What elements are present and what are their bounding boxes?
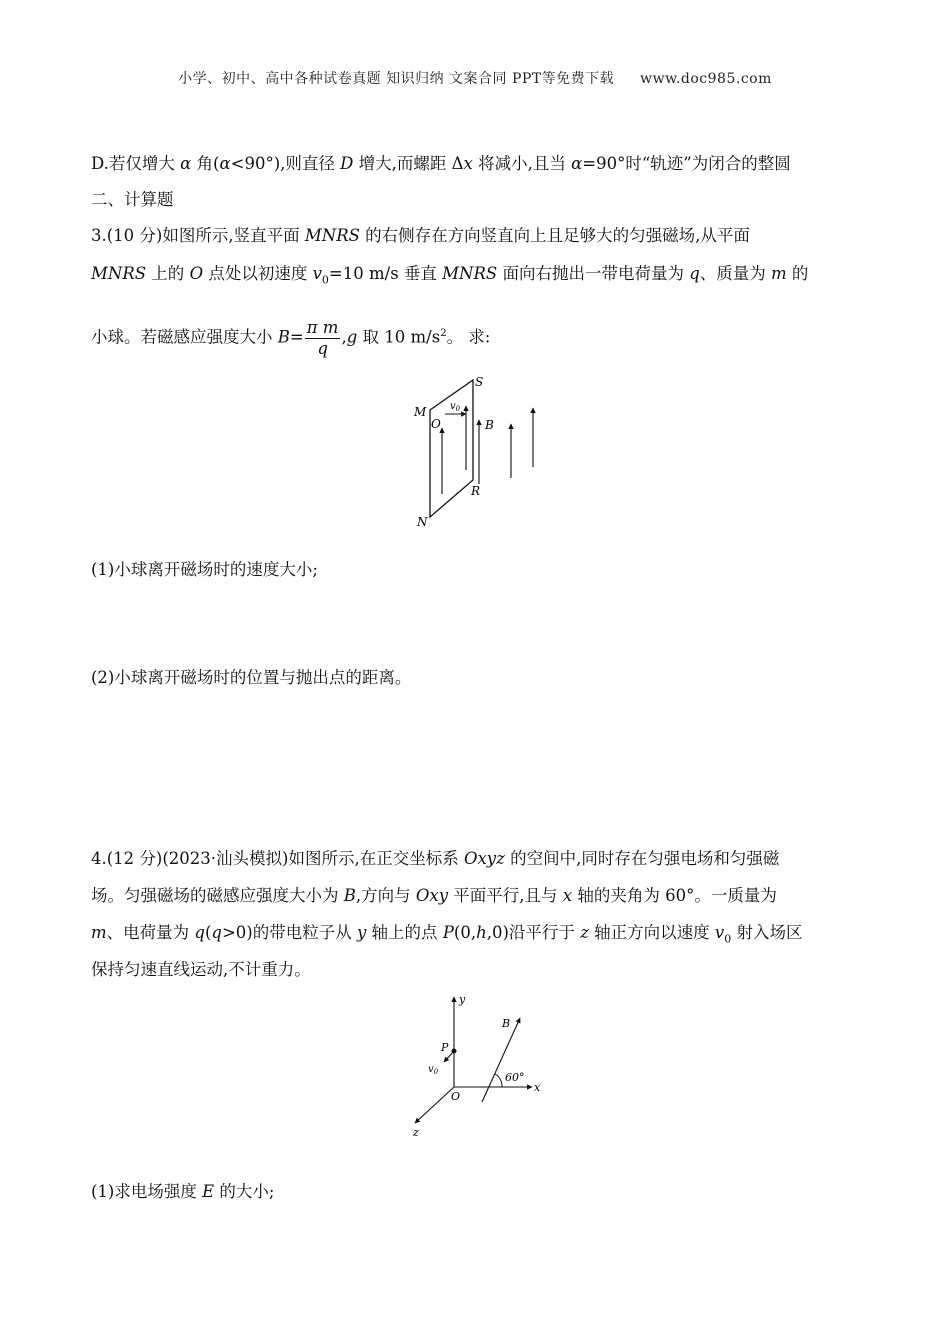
q4-line4: 保持匀速直线运动,不计重力。 (91, 960, 311, 979)
label-v0: $v_0$ (450, 401, 461, 413)
q4-sub1: (1)求电场强度 E 的大小; (91, 1182, 275, 1201)
label-P: P (441, 1041, 449, 1054)
label-x: x (534, 1081, 541, 1094)
label-O: O (431, 417, 441, 431)
label-B: B (502, 1017, 511, 1030)
label-v0: $v_0$ (428, 1064, 439, 1076)
b-fraction: $\frac{\text{π m}}{q}$ (306, 317, 339, 358)
label-N: N (417, 515, 428, 529)
label-angle: 60° (505, 1071, 525, 1084)
section-title: 二、计算题 (91, 190, 174, 209)
header-text: 小学、初中、高中各种试卷真题 知识归纳 文案合同 PPT等免费下载 (178, 71, 615, 87)
label-S: S (475, 375, 484, 389)
label-R: R (471, 484, 481, 498)
page-header (0, 68, 950, 88)
option-d: D.若仅增大 α 角(α<90°),则直径 D 增大,而螺距 Δx 将减小,且当 α=90°时“轨迹”为闭合的整圆 (91, 154, 791, 173)
q4-line1: 4.(12 分)(2023·汕头模拟)如图所示,在正交坐标系 Oxyz 的空间中,同时存在匀强电场和匀强磁 (91, 849, 780, 868)
label-B: B (485, 418, 494, 432)
q3-sub2: (2)小球离开磁场时的位置与抛出点的距离。 (91, 668, 412, 687)
q4-figure (410, 990, 570, 1150)
angle-arc (495, 1074, 502, 1087)
label-z: z (413, 1126, 419, 1139)
q4-line3: m、电荷量为 q(q>0)的带电粒子从 y 轴上的点 P(0,h,0)沿平行于 z 轴正方向以速度 $v_0$ 射入场区 (91, 923, 803, 946)
z-axis (415, 1087, 454, 1123)
q3-line2: MNRS 上的 O 点处以初速度 $v_0=10$ m/s 垂直 MNRS 面向右抛出一带电荷量为 q、质量为 m 的 (91, 264, 809, 287)
q3-figure (400, 372, 600, 542)
label-y: y (459, 993, 466, 1006)
label-O: O (451, 1090, 461, 1103)
b-field-line (482, 1018, 520, 1102)
q3-sub1: (1)小球离开磁场时的速度大小; (91, 560, 318, 579)
q3-line1: 3.(10 分)如图所示,竖直平面 MNRS 的右侧存在方向竖直向上且足够大的匀强磁场,从平面 (91, 226, 750, 245)
q4-line2: 场。匀强磁场的磁感应强度大小为 B,方向与 Oxy 平面平行,且与 x 轴的夹角为 60°。一质量为 (91, 886, 777, 905)
label-M: M (414, 405, 427, 419)
header-site: www.doc985.com (640, 71, 772, 87)
q3-line3: 小球。若磁感应强度大小 B= $\frac{\text{π m}}{q}$ ,g 取 10 $m/s^2$。 求: (91, 317, 491, 358)
